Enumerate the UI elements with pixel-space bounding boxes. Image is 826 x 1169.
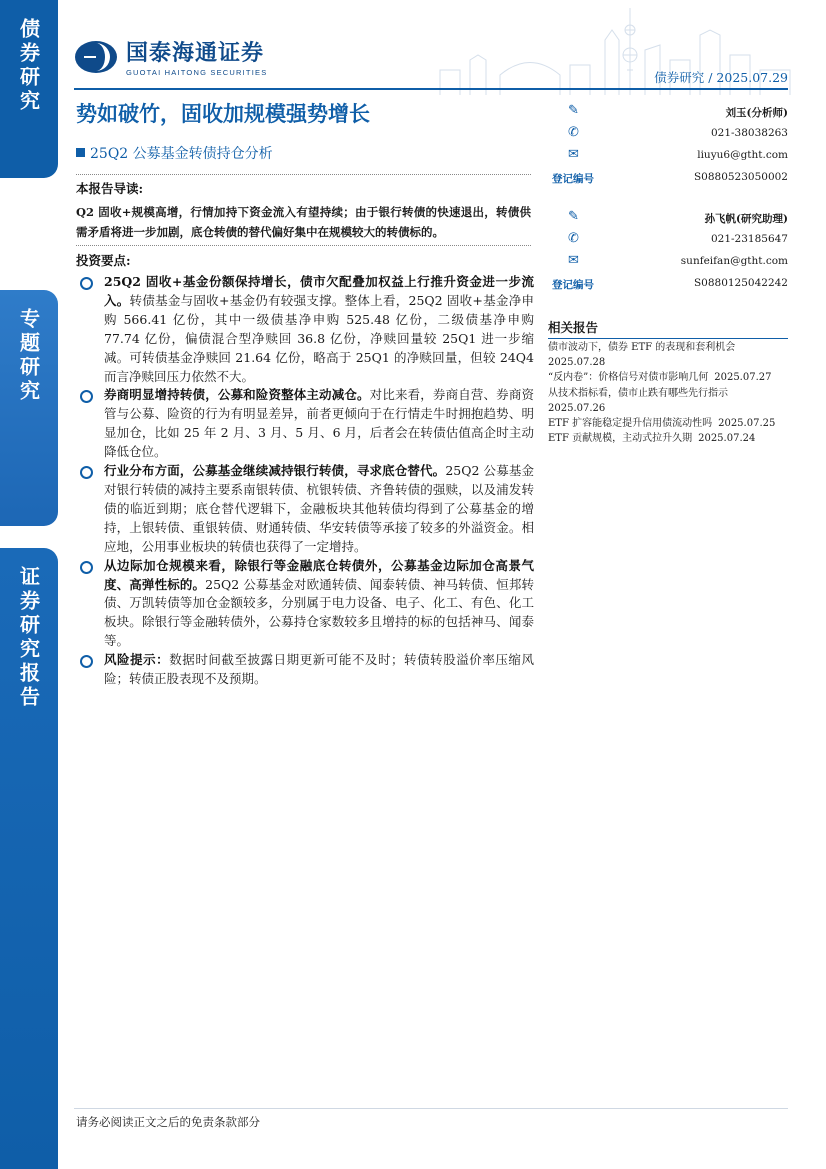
bullet-ring-icon (80, 390, 93, 403)
header-divider (74, 88, 788, 90)
logo-mark-icon (74, 40, 118, 74)
analyst-phone: 021-38038263 (710, 127, 788, 139)
guide-heading: 本报告导读: (76, 181, 144, 196)
pen-icon: ✎ (568, 103, 579, 118)
related-report-link[interactable]: 从技术指标看，债市止跌有哪些先行指示 2025.07.26 (548, 387, 728, 414)
list-item: 风险提示：数据时间截至披露日期更新可能不及时；转债转股溢价率压缩风险；转债正股表现不及预期。 (76, 651, 534, 689)
related-report-link[interactable]: ETF 贡献规模，主动式拉升久期 2025.07.24 (548, 433, 756, 445)
reg-label: 登记编号 (552, 279, 594, 291)
analyst-email[interactable]: liuyu6@gtht.com (697, 149, 788, 161)
bullet-ring-icon (80, 561, 93, 574)
related-reports-heading: 相关报告 (548, 320, 599, 335)
phone-icon: ✆ (568, 125, 579, 140)
list-item: 25Q2 固收+基金份额保持增长，债市欠配叠加权益上行推升资金进一步流入。转债基金与固收+基金仍有较强支撑。整体上看，25Q2 固收+基金净申购 566.41 亿份，其中一级债基净申购 525.48 亿份，二级债基净申购 77.74 亿份，偏债混合型净赎回 36.8 亿份，净赎回量较 25Q1 进一步缩减。可转债基金净赎回 21.64 亿份，略高于 25Q1 的净赎回量，但较 24Q4 而言净赎回压力依然不大。 (76, 273, 534, 386)
disclaimer-note: 请务必阅读正文之后的免责条款部分 (76, 1115, 260, 1129)
related-report-link[interactable]: ETF 扩容能稳定提升信用债流动性吗 2025.07.25 (548, 418, 776, 430)
square-bullet-icon (76, 148, 85, 157)
page-title: 势如破竹，固收加规模强势增长 (76, 102, 370, 126)
page-subtitle: 25Q2 公募基金转债持仓分析 (76, 143, 273, 163)
analyst-name: 刘玉(分析师) (725, 107, 788, 119)
guide-text: Q2 固收+规模高增，行情加持下资金流入有望持续；由于银行转债的快速退出，转债供需矛盾将进一步加剧，底仓转债的替代偏好集中在规模较大的转债标的。 (76, 205, 531, 239)
sidebar-tag-bond-research: 债券研究 (0, 0, 58, 178)
analyst-name: 孙飞帆(研究助理) (704, 213, 788, 225)
analyst-card-1 (548, 102, 788, 190)
related-reports-list (548, 340, 788, 446)
left-sidebar (0, 0, 58, 1169)
related-report-link[interactable]: 债市波动下，债券 ETF 的表现和套利机会 2025.07.28 (548, 342, 736, 369)
sidebar-tag-securities-report: 证券研究报告 (0, 548, 58, 1169)
pen-icon: ✎ (568, 209, 579, 224)
reg-number: S0880523050002 (693, 171, 788, 183)
mail-icon: ✉ (568, 147, 579, 162)
reg-number: S0880125042242 (693, 277, 788, 289)
mail-icon: ✉ (568, 253, 579, 268)
analyst-email[interactable]: sunfeifan@gtht.com (680, 255, 788, 267)
logo-text-cn: 国泰海通证券 (126, 41, 265, 66)
logo-text-en: GUOTAI HAITONG SECURITIES (126, 68, 268, 77)
key-points-heading: 投资要点: (76, 253, 131, 268)
sidebar-tag-special-research: 专题研究 (0, 290, 58, 526)
related-divider (548, 338, 788, 339)
divider (76, 245, 531, 246)
divider (76, 174, 531, 175)
key-points-list (76, 273, 534, 689)
phone-icon: ✆ (568, 231, 579, 246)
analyst-card-2 (548, 208, 788, 296)
bullet-ring-icon (80, 655, 93, 668)
analyst-phone: 021-23185647 (710, 233, 788, 245)
footer-divider (74, 1108, 788, 1109)
bullet-ring-icon (80, 277, 93, 290)
reg-label: 登记编号 (552, 173, 594, 185)
list-item: 从边际加仓规模来看，除银行等金融底仓转债外，公募基金边际加仓高景气度、高弹性标的。25Q2 公募基金对欧通转债、闻泰转债、神马转债、恒邦转债、万凯转债等加仓金额较多，分别属于电力设备、电子、化工、有色、化工板块。除银行等金融转债外，公募持仓家数较多且增持的标的包括神马、闻泰等。 (76, 557, 534, 652)
list-item: 券商明显增持转债，公募和险资整体主动减仓。对比来看，券商自营、券商资管与公募、险资的行为有明显差异，前者更倾向于在行情走牛时拥抱趋势、明显加仓，比如 25 年 2 月、3 月、5 月、6 月，后者会在转债估值高企时主动降低仓位。 (76, 386, 534, 462)
related-report-link[interactable]: “反内卷”：价格信号对债市影响几何 2025.07.27 (548, 372, 772, 384)
list-item: 行业分布方面，公募基金继续减持银行转债，寻求底仓替代。25Q2 公募基金对银行转债的减持主要系南银转债、杭银转债、齐鲁转债的强赎，以及浦发转债的临近到期；底仓替代逻辑下，金融板块其他转债均得到了公募基金的增持，上银转债、重银转债、财通转债、华安转债等承接了较多的外溢资金。相应地，公用事业板块的转债也获得了一定增持。 (76, 462, 534, 557)
company-logo (74, 36, 267, 77)
bullet-ring-icon (80, 466, 93, 479)
report-category-date: 债券研究 / 2025.07.29 (654, 70, 788, 85)
